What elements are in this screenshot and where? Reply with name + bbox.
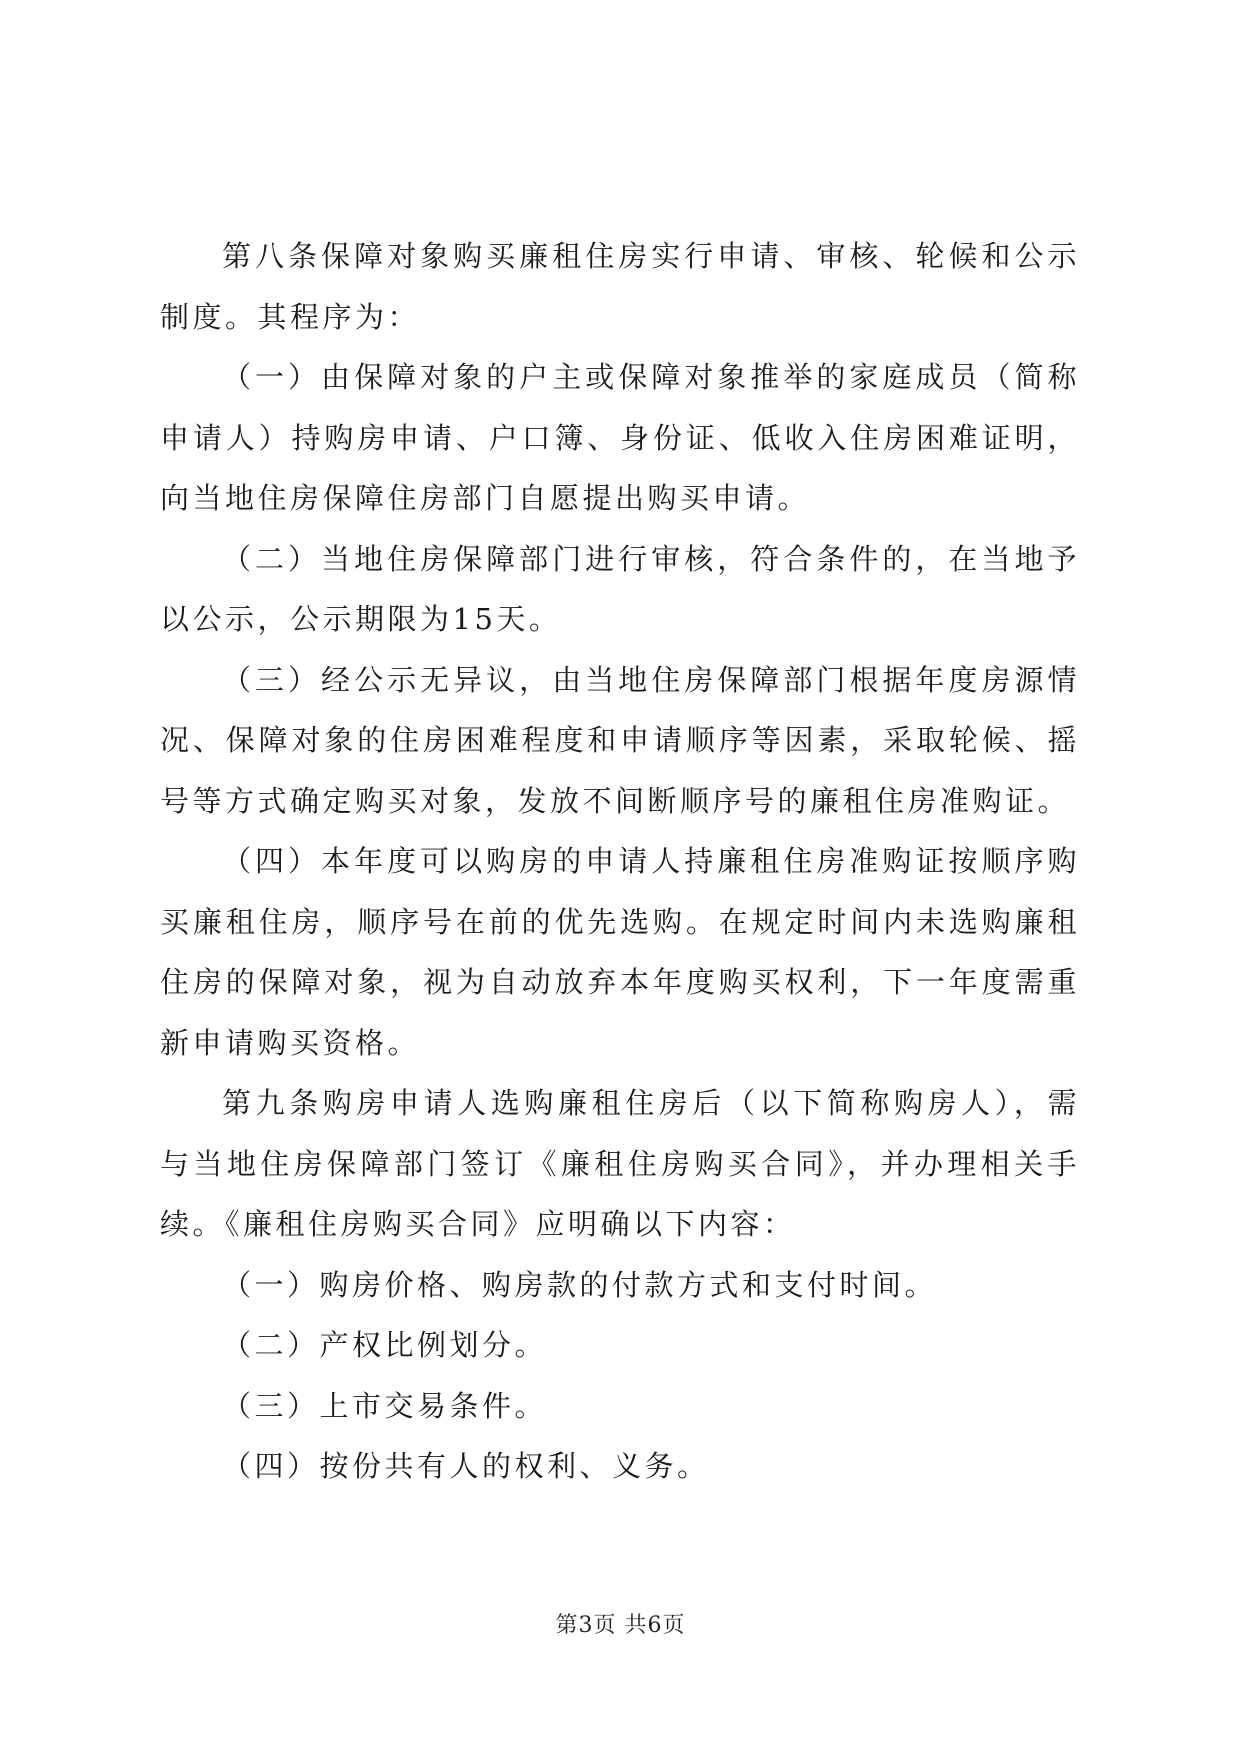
article-8-item-2: （二）当地住房保障部门进行审核，符合条件的，在当地予以公示，公示期限为15天。 <box>160 541 1080 636</box>
article-8-item-4: （四）本年度可以购房的申请人持廉租住房准购证按顺序购买廉租住房，顺序号在前的优先选购。在规定时间内未选购廉租住房的保障对象，视为自动放弃本年度购买权利，下一年度需重新申请购买资格。 <box>160 844 1080 1060</box>
article-8-item-1: （一）由保障对象的户主或保障对象推举的家庭成员（简称申请人）持购房申请、户口簿、身份证、低收入住房困难证明，向当地住房保障住房部门自愿提出购买申请。 <box>160 360 1080 515</box>
article-8-item-3: （三）经公示无异议，由当地住房保障部门根据年度房源情况、保障对象的住房困难程度和申请顺序等因素，采取轮候、摇号等方式确定购买对象，发放不间断顺序号的廉租住房准购证。 <box>160 662 1080 818</box>
article-9-item-2: （二）产权比例划分。 <box>222 1328 548 1362</box>
article-9-item-3: （三）上市交易条件。 <box>222 1388 548 1423</box>
article-9-item-1: （一）购房价格、购房款的付款方式和支付时间。 <box>222 1267 938 1302</box>
article-9-paragraph: 第九条购房申请人选购廉租住房后（以下简称购房人），需与当地住房保障部门签订《廉租住房购买合同》，并办理相关手续。《廉租住房购买合同》应明确以下内容： <box>160 1086 1080 1241</box>
article-9-item-4: （四）按份共有人的权利、义务。 <box>222 1449 710 1483</box>
document-body <box>160 226 1080 1497</box>
article-8-paragraph: 第八条保障对象购买廉租住房实行申请、审核、轮候和公示制度。其程序为： <box>160 239 1080 334</box>
page-number-footer: 第3页 共6页 <box>555 1613 686 1638</box>
